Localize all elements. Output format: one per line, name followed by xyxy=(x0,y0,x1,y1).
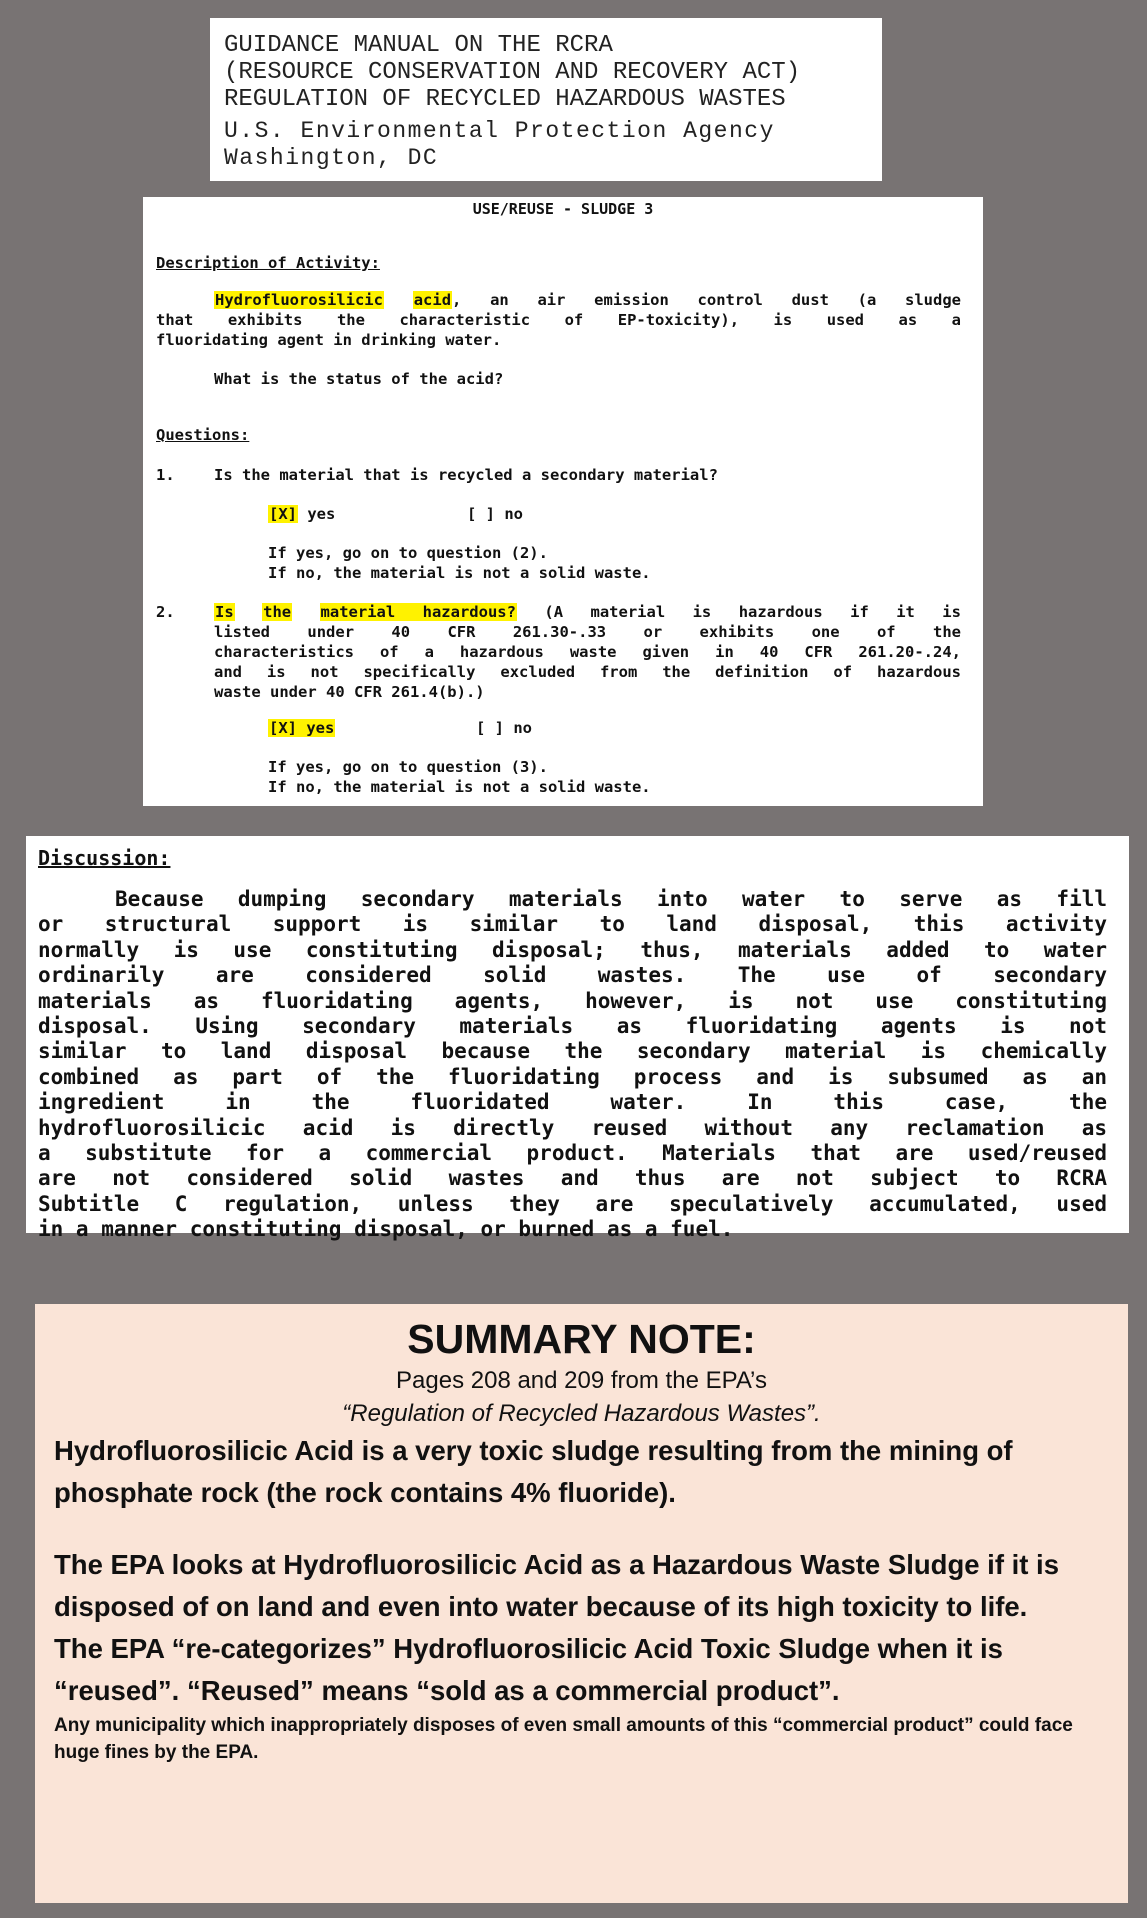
summary-title: SUMMARY NOTE: xyxy=(407,1316,756,1362)
question1-yes-label: yes xyxy=(307,505,336,523)
question2-line1-rest: (A material is hazardous if it is xyxy=(544,603,961,621)
summary-subtitle: Pages 208 and 209 from the EPA’s xyxy=(396,1367,767,1394)
question2-line3: characteristics of a hazardous waste given in 40 CFR 261.20-.24, xyxy=(214,643,961,661)
summary-subtitle-source: “Regulation of Recycled Hazardous Wastes”. xyxy=(342,1400,821,1427)
question2-if-yes: If yes, go on to question (3). xyxy=(268,758,548,776)
question1-if-yes: If yes, go on to question (2). xyxy=(268,544,548,562)
sheet-title: USE/REUSE - SLUDGE 3 xyxy=(472,200,654,218)
question2-line1 xyxy=(214,602,961,622)
summary-paragraph-1: Hydrofluorosilicic Acid is a very toxic sludge resulting from the mining of phosphate rock (the rock contains 4% fluoride). xyxy=(54,1435,1013,1508)
discussion-line: similar to land disposal because the secondary material is chemically xyxy=(38,1039,1107,1064)
discussion-line: hydrofluorosilicic acid is directly reused without any reclamation as xyxy=(38,1115,1107,1140)
discussion-line: or structural support is similar to land disposal, this activity xyxy=(38,912,1107,937)
question2-line5: waste under 40 CFR 261.4(b).) xyxy=(214,683,485,701)
document-header xyxy=(210,18,882,181)
question1-text: Is the material that is recycled a secondary material? xyxy=(214,466,718,484)
guidance-sheet xyxy=(143,197,983,806)
status-question: What is the status of the acid? xyxy=(214,370,504,388)
summary-paragraph-2: The EPA looks at Hydrofluorosilicic Acid as a Hazardous Waste Sludge if it is disposed of on land and even into water because of its high toxicity to life. xyxy=(54,1549,1059,1622)
discussion-line: Because dumping secondary materials into water to serve as fill xyxy=(115,887,1107,911)
description-line2: that exhibits the characteristic of EP-toxicity), is used as a xyxy=(156,311,961,329)
discussion-line: ingredient in the fluoridated water. In this case, the xyxy=(38,1090,1107,1115)
highlight-is: Is xyxy=(215,603,234,621)
discussion-line: normally is use constituting disposal; thus, materials added to water xyxy=(38,937,1107,962)
discussion-line: are not considered solid wastes and thus are not subject to RCRA xyxy=(38,1166,1107,1191)
discussion-line: a substitute for a commercial product. Materials that are used/reused xyxy=(38,1141,1107,1166)
question1-no-checkbox: [ ] no xyxy=(467,505,523,523)
highlight-hydrofluorosilicic: Hydrofluorosilicic xyxy=(215,291,383,309)
question2-no-checkbox: [ ] no xyxy=(476,719,532,737)
header-agency: U.S. Environmental Protection Agency xyxy=(224,118,775,144)
description-heading: Description of Activity: xyxy=(156,254,380,272)
discussion-line: Subtitle C regulation, unless they are speculatively accumulated, used xyxy=(38,1191,1107,1216)
summary-footnote: Any municipality which inappropriately disposes of even small amounts of this “commercial product” could face huge fines by the EPA. xyxy=(54,1715,1073,1763)
question1-number: 1. xyxy=(156,466,175,484)
question2-if-no: If no, the material is not a solid waste. xyxy=(268,778,651,796)
question2-yes-highlight: [X] yes xyxy=(269,719,335,737)
question2-line2: listed under 40 CFR 261.30-.33 or exhibits one of the xyxy=(214,623,961,641)
question2-line4: and is not specifically excluded from the definition of hazardous xyxy=(214,663,961,681)
discussion-line: materials as fluoridating agents, however, is not use constituting xyxy=(38,988,1107,1013)
description-line3: fluoridating agent in drinking water. xyxy=(156,331,502,349)
header-title-line1: GUIDANCE MANUAL ON THE RCRA xyxy=(224,32,613,59)
question2-number: 2. xyxy=(156,603,175,621)
header-city: Washington, DC xyxy=(224,145,439,171)
highlight-the: the xyxy=(263,603,292,621)
discussion-line: disposal. Using secondary materials as fluoridating agents is not xyxy=(38,1014,1107,1039)
discussion-line: ordinarily are considered solid wastes. The use of secondary xyxy=(38,963,1107,988)
summary-paragraph-3: The EPA “re-categorizes” Hydrofluorosilicic Acid Toxic Sludge when it is “reused”. “Reused” means “sold as a commercial product”. xyxy=(54,1633,1003,1706)
discussion-line: combined as part of the fluoridating process and is subsumed as an xyxy=(38,1064,1107,1089)
highlight-material-hazardous: material hazardous? xyxy=(320,603,516,621)
discussion-body xyxy=(38,887,1107,1243)
question1-if-no: If no, the material is not a solid waste. xyxy=(268,564,651,582)
questions-heading: Questions: xyxy=(156,426,250,444)
header-title-line2: (RESOURCE CONSERVATION AND RECOVERY ACT) xyxy=(224,59,801,86)
description-line1 xyxy=(156,290,961,310)
question1-yes-box: [X] xyxy=(269,505,297,523)
description-line1-rest: , an air emission control dust (a sludge xyxy=(452,291,961,309)
discussion-heading: Discussion: xyxy=(38,846,171,870)
question2-yes-checkbox xyxy=(268,718,335,738)
question1-yes-checkbox xyxy=(268,504,335,524)
highlight-acid: acid xyxy=(413,291,452,309)
discussion-section xyxy=(26,836,1129,1242)
discussion-line: in a manner constituting disposal, or burned as a fuel. xyxy=(38,1217,734,1242)
header-title-line3: REGULATION OF RECYCLED HAZARDOUS WASTES xyxy=(224,86,786,113)
summary-note xyxy=(35,1304,1128,1903)
